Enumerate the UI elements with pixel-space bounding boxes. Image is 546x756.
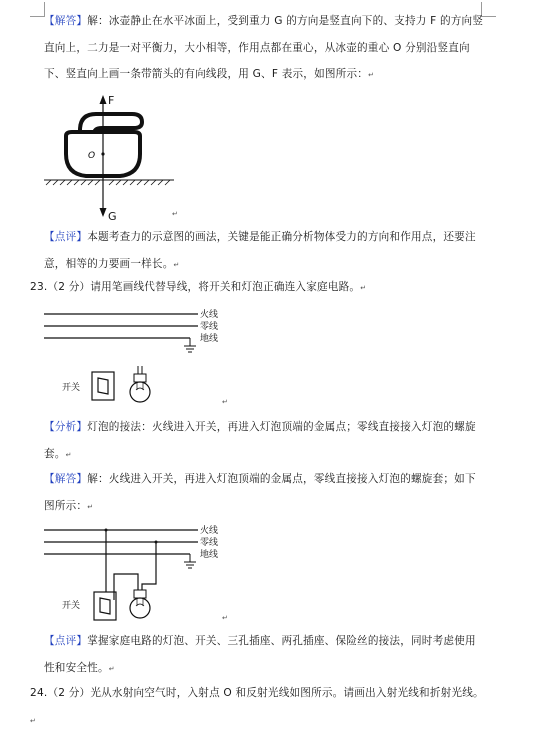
q24-stem: [30, 680, 486, 734]
paragraph-mark: ↵: [360, 284, 367, 292]
paragraph-mark: ↵: [368, 71, 375, 79]
bulb-socket: [134, 374, 146, 382]
paragraph-mark: ↵: [172, 210, 178, 218]
analysis-text: 解：冰壶静止在水平冰面上，受到重力 G 的方向是竖直向下的、支持力 F 的方向竖直向上，二力是一对平衡力，大小相等，作用点都在重心，从冰壶的重心 O 分别沿竖直向下、竖直向上画一条带箭头的有向线段，用 G、F 表示，如图所示：: [44, 15, 484, 80]
analysis-tag: 【解答】: [44, 15, 88, 27]
light-bulb-icon: [130, 382, 150, 402]
q22-analysis: [44, 8, 484, 89]
paragraph-mark: ↵: [222, 398, 228, 406]
q23-analysis: [44, 414, 484, 468]
paragraph-mark: ↵: [173, 260, 180, 269]
bulb-socket: [134, 590, 146, 598]
paragraph-mark: ↵: [222, 614, 228, 622]
comment-tag: 【点评】: [44, 635, 88, 647]
question-score: （2 分）: [47, 687, 91, 699]
question-number: 24.: [30, 687, 48, 699]
force-g-label: G: [108, 210, 117, 223]
live-wire-label: 火线: [200, 310, 219, 320]
switch-icon: [92, 372, 114, 400]
ground-hatching: [46, 180, 170, 185]
wire-neutral-to-bulb: [142, 542, 156, 590]
q22-comment: [44, 224, 484, 278]
circuit-diagram-answer: [40, 520, 240, 630]
page-corner-mark: [30, 2, 45, 17]
ground-wire-label: 地线: [200, 334, 219, 344]
paragraph-mark: ↵: [65, 450, 72, 459]
q23-comment: [44, 628, 484, 682]
question-text: 请用笔画线代替导线，将开关和灯泡正确连入家庭电路。: [90, 281, 361, 293]
paragraph-mark: ↵: [30, 716, 37, 725]
paragraph-mark: ↵: [108, 664, 115, 673]
curling-force-diagram: [40, 92, 190, 226]
center-of-gravity: [101, 152, 104, 155]
ground-wire-label: 地线: [200, 550, 219, 560]
switch-icon: [94, 592, 116, 620]
analysis-text: 灯泡的接法：火线进入开关，再进入灯泡顶端的金属点；零线直接接入灯泡的螺旋套。: [44, 421, 476, 460]
comment-text: 本题考查力的示意图的画法，关键是能正确分析物体受力的方向和作用点，还要注意，相等的力要画一样长。: [44, 231, 476, 270]
force-f-label: F: [108, 94, 115, 107]
circuit-diagram-question: [40, 304, 240, 408]
arrow-down-icon: [100, 208, 107, 217]
switch-label: 开关: [62, 601, 81, 611]
center-o-label: O: [88, 151, 96, 161]
q23-stem: [30, 274, 486, 302]
light-bulb-icon: [130, 598, 150, 618]
switch-label: 开关: [62, 383, 81, 393]
q23-answer: [44, 466, 484, 520]
paragraph-mark: ↵: [87, 502, 94, 511]
question-number: 23.: [30, 281, 48, 293]
neutral-wire-label: 零线: [200, 322, 219, 332]
neutral-wire-label: 零线: [200, 538, 219, 548]
answer-tag: 【解答】: [44, 473, 88, 485]
arrow-up-icon: [100, 95, 107, 104]
question-score: （2 分）: [47, 281, 91, 293]
comment-tag: 【点评】: [44, 231, 88, 243]
analysis-tag: 【分析】: [44, 421, 88, 433]
question-text: 光从水射向空气时，入射点 O 和反射光线如图所示。请画出入射光线和折射光线。: [90, 687, 484, 699]
comment-text: 掌握家庭电路的灯泡、开关、三孔插座、两孔插座、保险丝的接法，同时考虑使用性和安全性。: [44, 635, 476, 674]
answer-text: 解：火线进入开关，再进入灯泡顶端的金属点，零线直接接入灯泡的螺旋套；如下图所示：: [44, 473, 476, 512]
live-wire-label: 火线: [200, 526, 219, 536]
